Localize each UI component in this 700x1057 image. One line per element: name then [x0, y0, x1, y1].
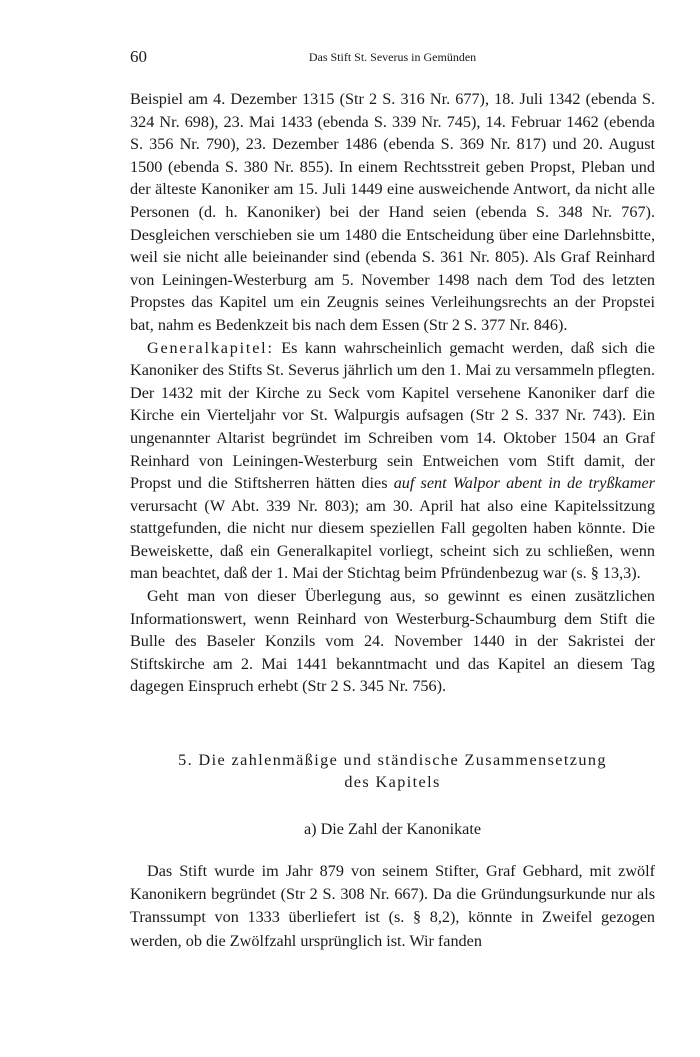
section-heading [130, 749, 655, 793]
section-text [130, 860, 655, 953]
section-heading-line-2: des Kapitels [344, 773, 441, 791]
quoted-source-phrase: auf sent Walpor abent in de tryßkamer [393, 474, 655, 493]
section-heading-line-1: 5. Die zahlenmäßige und ständische Zusammensetzung [178, 751, 607, 769]
paragraph-2 [130, 337, 655, 586]
paragraph-3: Geht man von dieser Überlegung aus, so gewinnt es einen zusätzlichen Informationswert, wenn Reinhard von Westerburg-Schaumburg dem Stift die Bulle des Baseler Konzils vom 24. November 1440 in der Sakristei der Stiftskirche am 2. Mai 1441 bekanntmacht und das Kapitel an diesem Tag dagegen Einspruch erhebt (Str 2 S. 345 Nr. 756). [130, 587, 655, 696]
paragraph-4: Das Stift wurde im Jahr 879 von seinem Stifter, Graf Gebhard, mit zwölf Kanonikern begründet (Str 2 S. 308 Nr. 667). Da die Gründungsurkunde nur als Transsumpt von 1333 überliefert ist (s. § 8,2), könnte in Zweifel gezogen werden, ob die Zwölfzahl ursprünglich ist. Wir fanden [130, 862, 655, 950]
paragraph-1: Beispiel am 4. Dezember 1315 (Str 2 S. 316 Nr. 677), 18. Juli 1342 (ebenda S. 324 Nr. 698), 23. Mai 1433 (ebenda S. 339 Nr. 745), 14. Februar 1462 (ebenda S. 356 Nr. 790), 23. Dezember 1486 (ebenda S. 369 Nr. 817) und 20. August 1500 (ebenda S. 380 Nr. 855). In einem Rechtsstreit geben Propst, Pleban und der älteste Kanoniker am 15. Juli 1449 eine ausweichende Antwort, da nicht alle Personen (d. h. Kanoniker) bei der Hand seien (ebenda S. 348 Nr. 767). Desgleichen verschieben sie um 1480 die Entscheidung über eine Darlehnsbitte, weil sie nicht alle beieinander sind (ebenda S. 361 Nr. 805). Als Graf Reinhard von Leiningen-Westerburg am 5. November 1498 nach dem Tod des letzten Propstes das Kapitel um ein Zeugnis seines Verleihungsrechts an der Propstei bat, nahm es Bedenkzeit bis nach dem Essen (Str 2 S. 377 Nr. 846). [130, 90, 655, 334]
paragraph-2-text-b: verursacht (W Abt. 339 Nr. 803); am 30. April hat also eine Kapitelssitzung stattgefunden, die nicht nur diesem speziellen Fall gegolten haben könnte. Die Beweiskette, daß ein Generalkapitel vorliegt, scheint sich zu schließen, wenn man beachtet, daß der 1. Mai der Stichtag beim Pfründenbezug war (s. § 13,3). [130, 496, 655, 583]
body-text [130, 88, 655, 698]
subsection-heading: a) Die Zahl der Kanonikate [303, 820, 482, 838]
term-generalkapitel: Generalkapitel: [147, 338, 274, 357]
running-head: Das Stift St. Severus in Gemünden [308, 50, 477, 64]
paragraph-2-text-a: Es kann wahrscheinlich gemacht werden, daß sich die Kanoniker des Stifts St. Severus jährlich um den 1. Mai zu versammeln pflegten. Der 1432 mit der Kirche zu Seck vom Kapitel versehene Kanoniker darf die Kirche ein Vierteljahr vor St. Walpurgis aufsagen (Str 2 S. 337 Nr. 743). Ein ungenannter Altarist begründet im Schreiben vom 14. Oktober 1504 an Graf Reinhard von Leiningen-Westerburg sein Entweichen vom Stift damit, der Propst und die Stiftsherren hätten dies [130, 338, 655, 493]
page-number: 60 [130, 47, 147, 66]
